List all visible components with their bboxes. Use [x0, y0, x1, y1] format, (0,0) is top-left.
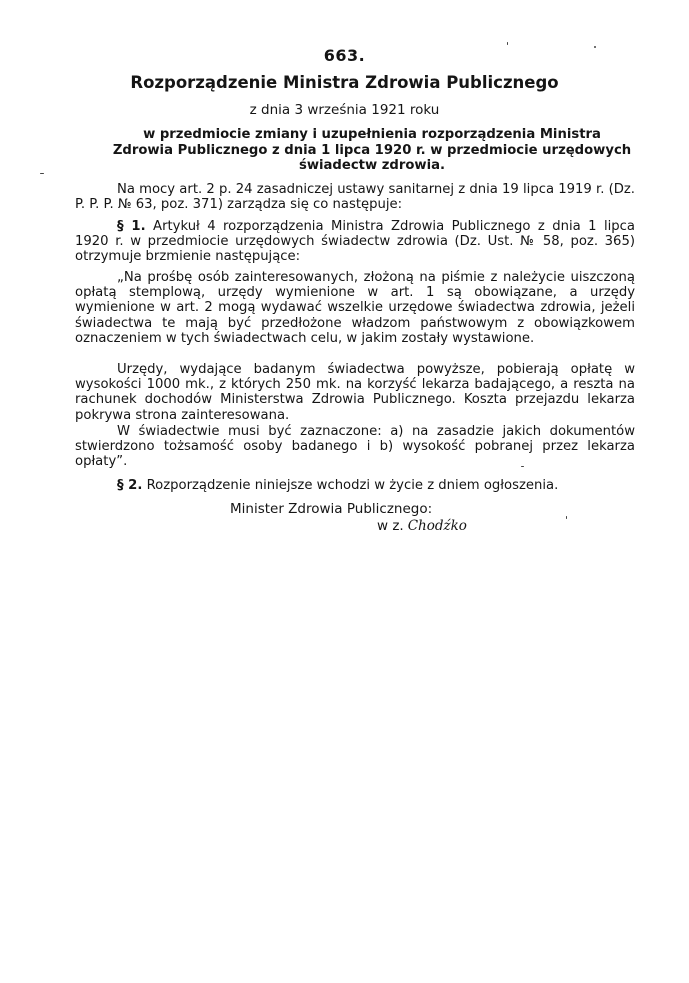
note-paragraph: W świadectwie musi być zaznaczone: a) na zasadzie jakich dokumentów stwierdzono tożsamość osoby badanego i b) wysokość pobranej przez lekarza opłaty”.	[75, 424, 635, 470]
date-line: z dnia 3 września 1921 roku	[249, 102, 440, 118]
subject-heading: w przedmiocie zmiany i uzupełnienia rozporządzenia Ministra Zdrowia Publicznego z dnia 1 lipca 1920 r. w przedmiocie urzędowych świadectw zdrowia.	[112, 127, 632, 173]
section-2-label: § 2.	[117, 478, 143, 493]
scan-speck	[40, 173, 44, 174]
page-number: 663.	[323, 46, 366, 65]
intro-paragraph: Na mocy art. 2 p. 24 zasadniczej ustawy sanitarnej z dnia 19 lipca 1919 r. (Dz. P. P. P. № 63, poz. 371) zarządza się co następuje:	[75, 182, 635, 213]
signature-block	[377, 518, 467, 534]
signature-title: Minister Zdrowia Publicznego:	[230, 501, 433, 517]
quoted-article: „Na prośbę osób zainteresowanych, złożoną na piśmie z należycie uiszczoną opłatą stemplową, urzędy wymienione w art. 1 są obowiązane, a urzędy wymienione w art. 2 mogą wydawać wszelkie urzędowe świadectwa zdrowia, jeżeli świadectwa te mają być przedłożone władzom państwowym z obowiązkowem oznaczeniem w tych świadectwach celu, w jakim zostały wystawione.	[75, 270, 635, 346]
scan-speck	[507, 42, 508, 45]
section-1-text: Artykuł 4 rozporządzenia Ministra Zdrowia Publicznego z dnia 1 lipca 1920 r. w przedmiocie urzędowych świadectw zdrowia (Dz. Ust. № 58, poz. 365) otrzymuje brzmienie następujące:	[75, 219, 635, 265]
section-1-label: § 1.	[117, 219, 146, 234]
section-2-paragraph	[75, 478, 635, 493]
document-title: Rozporządzenie Ministra Zdrowia Publicznego	[130, 73, 559, 92]
scan-speck	[566, 516, 567, 519]
scan-speck	[521, 466, 524, 467]
fees-paragraph: Urzędy, wydające badanym świadectwa powyższe, pobierają opłatę w wysokości 1000 mk., z których 250 mk. na korzyść lekarza badającego, a reszta na rachunek dochodów Ministerstwa Zdrowia Publicznego. Koszta przejazdu lekarza pokrywa strona zainteresowana.	[75, 362, 635, 423]
scan-speck	[594, 46, 596, 48]
section-1-paragraph	[75, 219, 635, 265]
signature-prefix: w z.	[377, 518, 404, 534]
signature-name: Chodźko	[407, 518, 467, 534]
section-2-text: Rozporządzenie niniejsze wchodzi w życie z dniem ogłoszenia.	[146, 478, 559, 493]
